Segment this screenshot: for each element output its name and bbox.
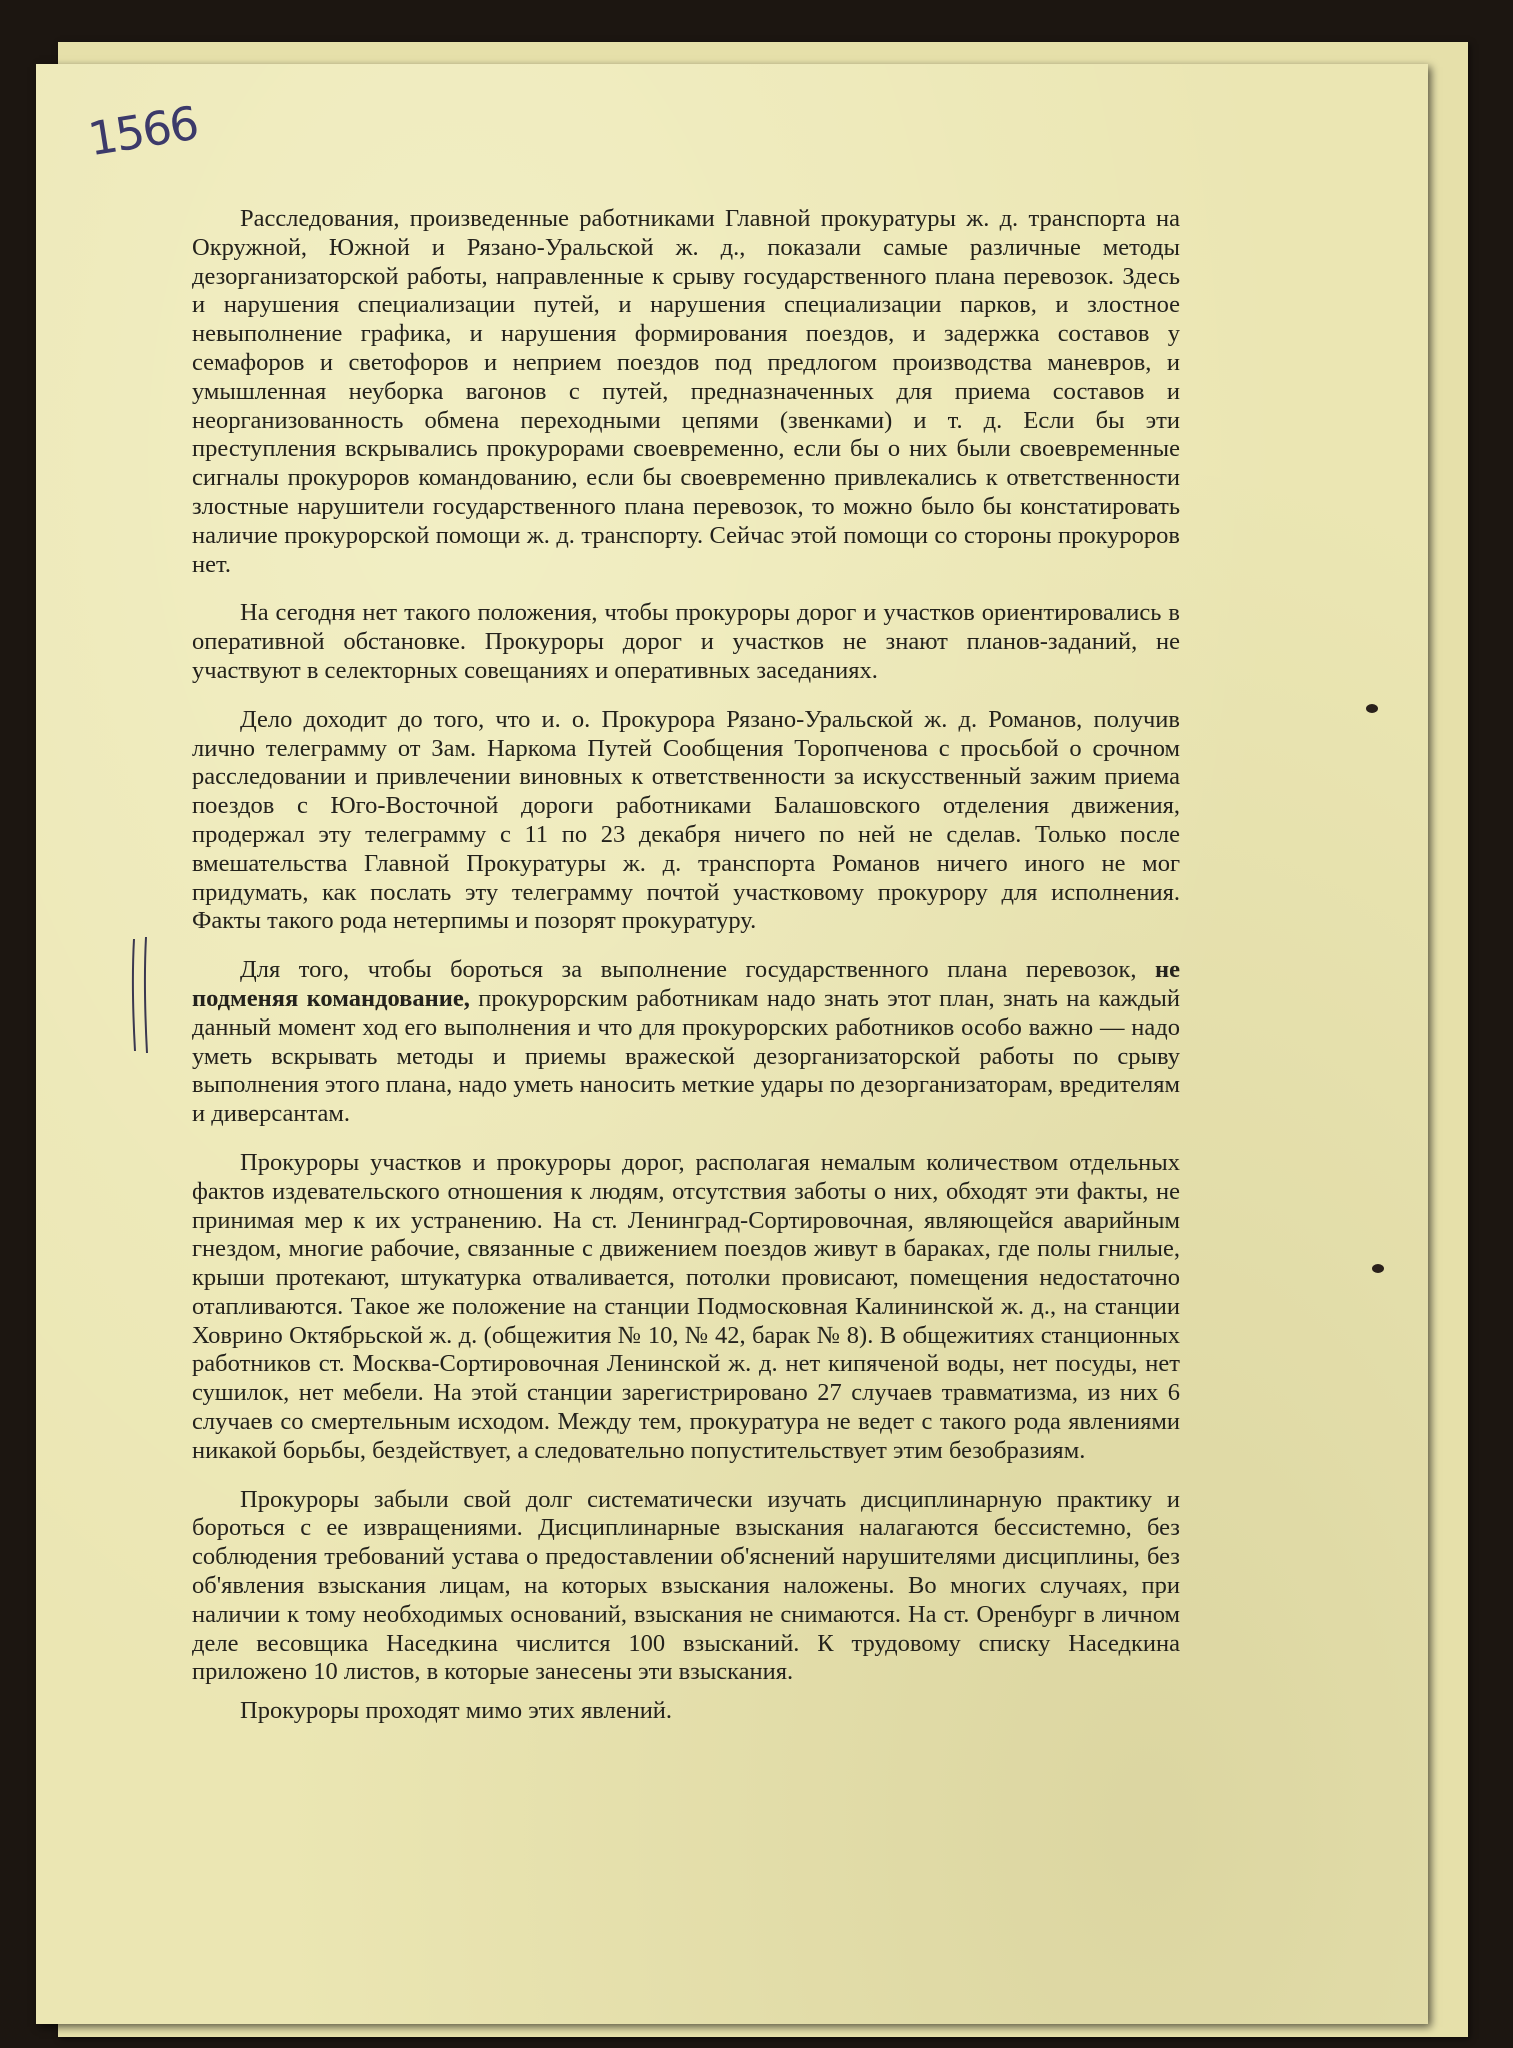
document-body — [192, 205, 1180, 1746]
emphasized-phrase: не подменяя командование, — [192, 956, 1180, 1012]
paragraph-orientation: На сегодня нет такого положения, чтобы прокуроры дорог и участков ориентировались в оперативной обстановке. Прокуроры дорог и участков не знают планов-заданий, не участвуют в селекторных совещаниях и оперативных заседаниях. — [192, 599, 1180, 684]
margin-pencil-marks — [126, 935, 156, 1055]
paragraph-conclusion: Прокуроры проходят мимо этих явлений. — [240, 1697, 673, 1725]
paper-hole — [1366, 704, 1378, 713]
paragraph-living-conditions: Прокуроры участков и прокуроры дорог, располагая немалым количеством отдельных фактов издевательского отношения к людям, отсутствия заботы о них, обходят эти факты, не принимая мер к их устранению. На ст. Ленинград-Сортировочная, являющейся аварийным гнездом, многие рабочие, связанные с движением поездов живут в бараках, где полы гнилые, крыши протекают, штукатурка отваливается, потолки провисают, помещения недостаточно отапливаются. Такое же положение на станции Подмосковная Калининской ж. д., на станции Ховрино Октябрьской ж. д. (общежития № 10, № 42, барак № 8). В общежитиях станционных работников ст. Москва-Сортировочная Ленинской ж. д. нет кипяченой воды, нет посуды, нет сушилок, нет мебели. На этой станции зарегистрировано 27 случаев травматизма, из них 6 случаев со смертельным исходом. Между тем, прокуратура не ведет с такого рода явлениями никакой борьбы, бездействует, а следовательно попустительствует этим безобразиям. — [192, 1148, 1180, 1464]
paragraph-investigations: Расследования, произведенные работниками Главной прокуратуры ж. д. транспорта на Окружной, Южной и Рязано-Уральской ж. д., показали самые различные методы дезорганизаторской работы, направленные к срыву государственного плана перевозок. Здесь и нарушения специализации путей, и нарушения специализации парков, и злостное невыполнение графика, и нарушения формирования поездов, и задержка составов у семафоров и светофоров и неприем поездов под предлогом производства маневров, и умышленная неуборка вагонов с путей, предназначенных для приема составов и неорганизованность обмена переходными цепями (звенками) и т. д. Если бы эти преступления вскрывались прокурорами своевременно, если бы о них были своевременные сигналы прокуроров командованию, если бы своевременно привлекались к ответственности злостные нарушители государственного плана перевозок, то можно было бы констатировать наличие прокурорской помощи ж. д. транспорту. Сейчас этой помощи со стороны прокуроров нет. — [192, 205, 1180, 578]
paragraph-disciplinary-practice: Прокуроры забыли свой долг систематически изучать дисциплинарную практику и бороться с ее извращениями. Дисциплинарные взыскания налагаются бессистемно, без соблюдения требований устава о предоставлении об'яснений нарушителями дисциплины, без об'явления взыскания лицам, на которых взыскания наложены. Во многих случаях, при наличии к тому необходимых оснований, взыскания не снимаются. На ст. Оренбург в личном деле весовщика Наседкина числится 100 взысканий. К трудовому списку Наседкина приложено 10 листов, в которые занесены эти взыскания. — [192, 1485, 1180, 1686]
paragraph-romanov-case: Дело доходит до того, что и. о. Прокурора Рязано-Уральской ж. д. Романов, получив лично телеграмму от Зам. Наркома Путей Сообщения Торопченова с просьбой о срочном расследовании и привлечении виновных к ответственности за искусственный зажим приема поездов с Юго-Восточной дороги работниками Балашовского отделения движения, продержал эту телеграмму с 11 по 23 декабря ничего по ней не сделав. Только после вмешательства Главной Прокуратуры ж. д. транспорта Романов ничего иного не мог придумать, как послать эту телеграмму почтой участковому прокурору для исполнения. Факты такого рода нетерпимы и позорят прокуратуру. — [192, 705, 1180, 935]
paragraph-state-plan-end: прокурорским работникам надо знать этот план, знать на каждый данный момент ход его выполнения и что для прокурорских работников особо важно — надо уметь вскрывать методы и приемы вражеской дезорганизаторской работы по срыву выполнения этого плана, надо уметь наносить меткие удары по дезорганизаторам, вредителям и диверсантам. — [192, 984, 1181, 1128]
paragraph-state-plan-start: Для того, чтобы бороться за выполнение государственного плана перевозок, — [240, 956, 1155, 984]
archive-page-number: 1566 — [84, 95, 201, 167]
paper-hole — [1372, 1264, 1384, 1273]
paragraph-state-plan — [192, 956, 1180, 1129]
